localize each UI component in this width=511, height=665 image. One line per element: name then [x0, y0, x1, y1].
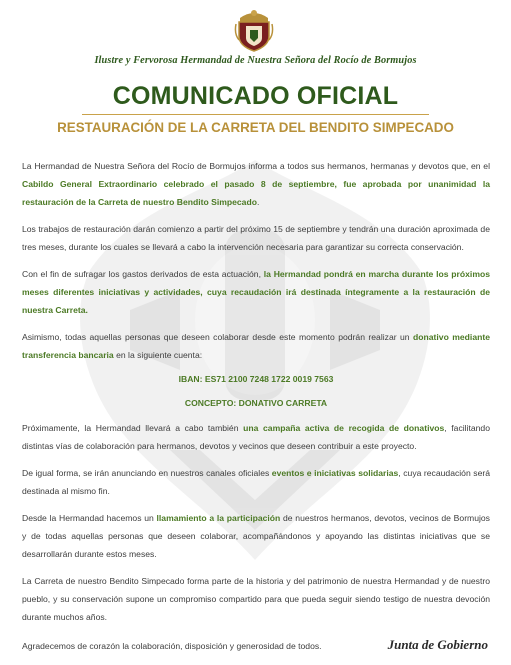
highlight-donation: donativo mediante transferencia bancaria	[22, 331, 490, 360]
iban-number: IBAN: ES71 2100 7248 1722 0019 7563	[178, 373, 334, 384]
signature: Junta de Gobierno	[387, 636, 488, 652]
closing-line	[22, 636, 490, 656]
paragraph-8: La Carreta de nuestro Bendito Simpecado forma parte de la historia y del patrimonio de nuestra Hermandad y de nuestro pueblo, y su conservación supone un compromiso compartido para que pueda seguir siendo testigo de nuestra devoción durante muchos años.	[22, 576, 490, 622]
highlight-initiatives: la Hermandad pondrá en marcha durante los próximos meses diferentes iniciativas y actividades, cuya recaudación irá destinada íntegramente a la restauración de nuestra Carreta.	[22, 268, 490, 315]
donation-concept: CONCEPTO: DONATIVO CARRETA	[184, 397, 328, 408]
paragraph-7: Desde la Hermandad hacemos un llamamiento a la participación de nuestros hermanos, devotos, vecinos de Bormujos y de todas aquellas personas que deseen colaborar, acompañándonos y apoyando las distintas iniciativas que se desarrollarán durante estos meses.	[22, 513, 490, 559]
brotherhood-crest-icon	[234, 8, 274, 52]
highlight-participation: llamamiento a la participación	[156, 513, 281, 524]
page-title: COMUNICADO OFICIAL	[112, 82, 399, 110]
page-subtitle: RESTAURACIÓN DE LA CARRETA DEL BENDITO SIMPECADO	[57, 120, 454, 135]
communique-body	[22, 158, 490, 665]
bank-details	[22, 372, 490, 411]
paragraph-3: Con el fin de sufragar los gastos derivados de esta actuación, la Hermandad pondrá en marcha durante los próximos meses diferentes iniciativas y actividades, cuya recaudación irá destinada íntegramente a la restauración de nuestra Carreta.	[22, 268, 490, 315]
highlight-campaign: una campaña activa de recogida de donativos	[243, 422, 445, 433]
closing-thanks: Agradecemos de corazón la colaboración, disposición y generosidad de todos.	[22, 640, 322, 651]
highlight-events: eventos e iniciativas solidarias	[271, 468, 399, 479]
title-divider	[82, 114, 429, 115]
paragraph-5: Próximamente, la Hermandad llevará a cabo también una campaña activa de recogida de donativos, facilitando distintas vías de colaboración para hermanos, devotos y vecinos que deseen contribuir a este proyecto.	[22, 422, 490, 451]
highlight-cabildo: Cabildo General Extraordinario celebrado el pasado 8 de septiembre, fue aprobada por unanimidad la restauración de la Carreta de nuestro Bendito Simpecado	[22, 178, 490, 207]
paragraph-6: De igual forma, se irán anunciando en nuestros canales oficiales eventos e iniciativas solidarias, cuya recaudación será destinada al mismo fin.	[22, 468, 490, 496]
paragraph-2: Los trabajos de restauración darán comienzo a partir del próximo 15 de septiembre y tendrán una duración aproximada de tres meses, durante los cuales se llevará a cabo la intervención necesaria para garantizar su correcta conservación.	[22, 223, 490, 252]
paragraph-4: Asimismo, todas aquellas personas que deseen colaborar desde este momento podrán realizar un donativo mediante transferencia bancaria en la siguiente cuenta:	[22, 331, 490, 360]
paragraph-1: La Hermandad de Nuestra Señora del Rocío de Bormujos informa a todos sus hermanos, hermanas y devotos que, en el Cabildo General Extraordinario celebrado el pasado 8 de septiembre, fue aprobada por unanimidad la restauración de la Carreta de nuestro Bendito Simpecado.	[22, 161, 490, 207]
brotherhood-name: Ilustre y Fervorosa Hermandad de Nuestra Señora del Rocío de Bormujos	[94, 55, 417, 66]
